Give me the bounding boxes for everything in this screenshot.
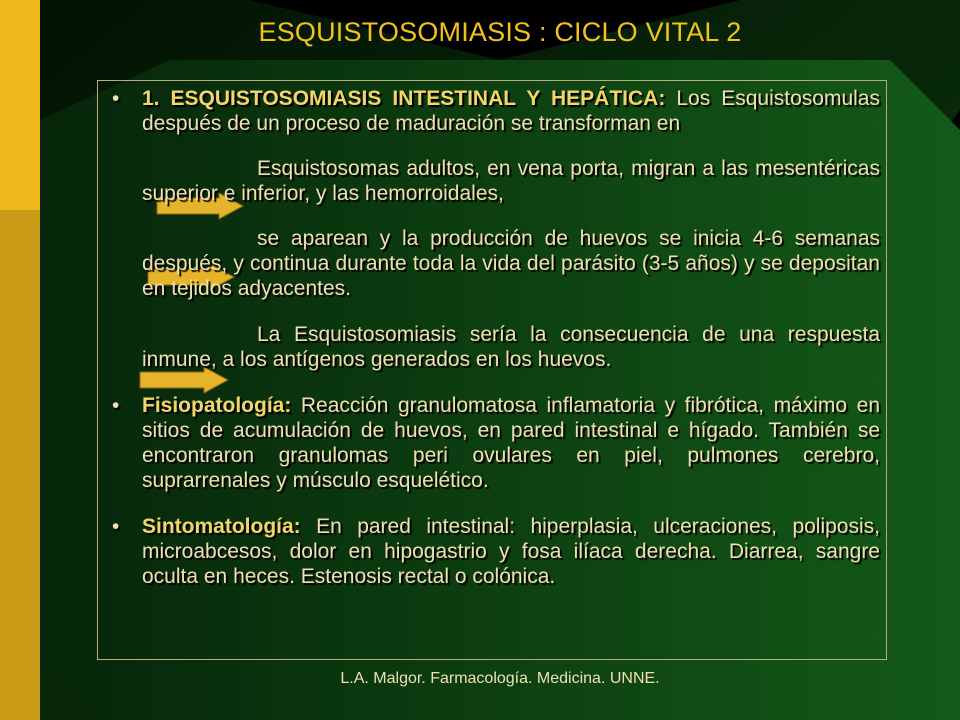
section-heading: Fisiopatología: <box>142 394 292 417</box>
accent-bar-lower <box>0 210 40 720</box>
paragraph-text: se aparean y la producción de huevos se inicia 4-6 semanas después, y continua durante toda la vida del parásito (3-5 años) y se depositan en tejidos adyacentes. <box>142 227 880 300</box>
paragraph-text: Los Esquistosomulas después de un proceso de maduración se transforman en <box>142 87 880 135</box>
slide-title: ESQUISTOSOMIASIS : CICLO VITAL 2 <box>258 17 742 47</box>
paragraph-respuesta-inmune <box>112 322 880 372</box>
section-heading: Sintomatología: <box>142 515 301 538</box>
paragraph-intestinal-hepatica <box>112 86 880 136</box>
paragraph-text: Esquistosomas adultos, en vena porta, migran a las mesentéricas superior e inferior, y las hemorroidales, <box>142 157 880 205</box>
section-heading: 1. ESQUISTOSOMIASIS INTESTINAL Y HEPÁTICA: <box>142 87 666 110</box>
paragraph-adultos <box>112 156 880 206</box>
bullet-icon: • <box>112 394 120 417</box>
paragraph-text: En pared intestinal: hiperplasia, ulceraciones, poliposis, microabcesos, dolor en hipogastrio y fosa ilíaca derecha. Diarrea, sangre oculta en heces. Estenosis rectal o colónica. <box>142 515 880 588</box>
bullet-icon: • <box>112 87 120 110</box>
paragraph-text: La Esquistosomiasis sería la consecuencia de una respuesta inmune, a los antígenos generados en los huevos. <box>142 323 880 371</box>
paragraph-sintomatologia <box>112 514 880 589</box>
bullet-icon: • <box>112 515 120 538</box>
accent-bar-upper <box>0 0 40 210</box>
paragraph-huevos <box>112 226 880 301</box>
paragraph-fisiopatologia <box>112 393 880 493</box>
slide-footer: L.A. Malgor. Farmacología. Medicina. UNNE. <box>340 670 660 687</box>
paragraph-text: Reacción granulomatosa inflamatoria y fibrótica, máximo en sitios de acumulación de huevos, en pared intestinal e hígado. También se encontraron granulomas peri ovulares en piel, pulmones cerebro, suprarrenales y músculo esquelético. <box>142 394 880 492</box>
slide-content <box>112 86 880 589</box>
